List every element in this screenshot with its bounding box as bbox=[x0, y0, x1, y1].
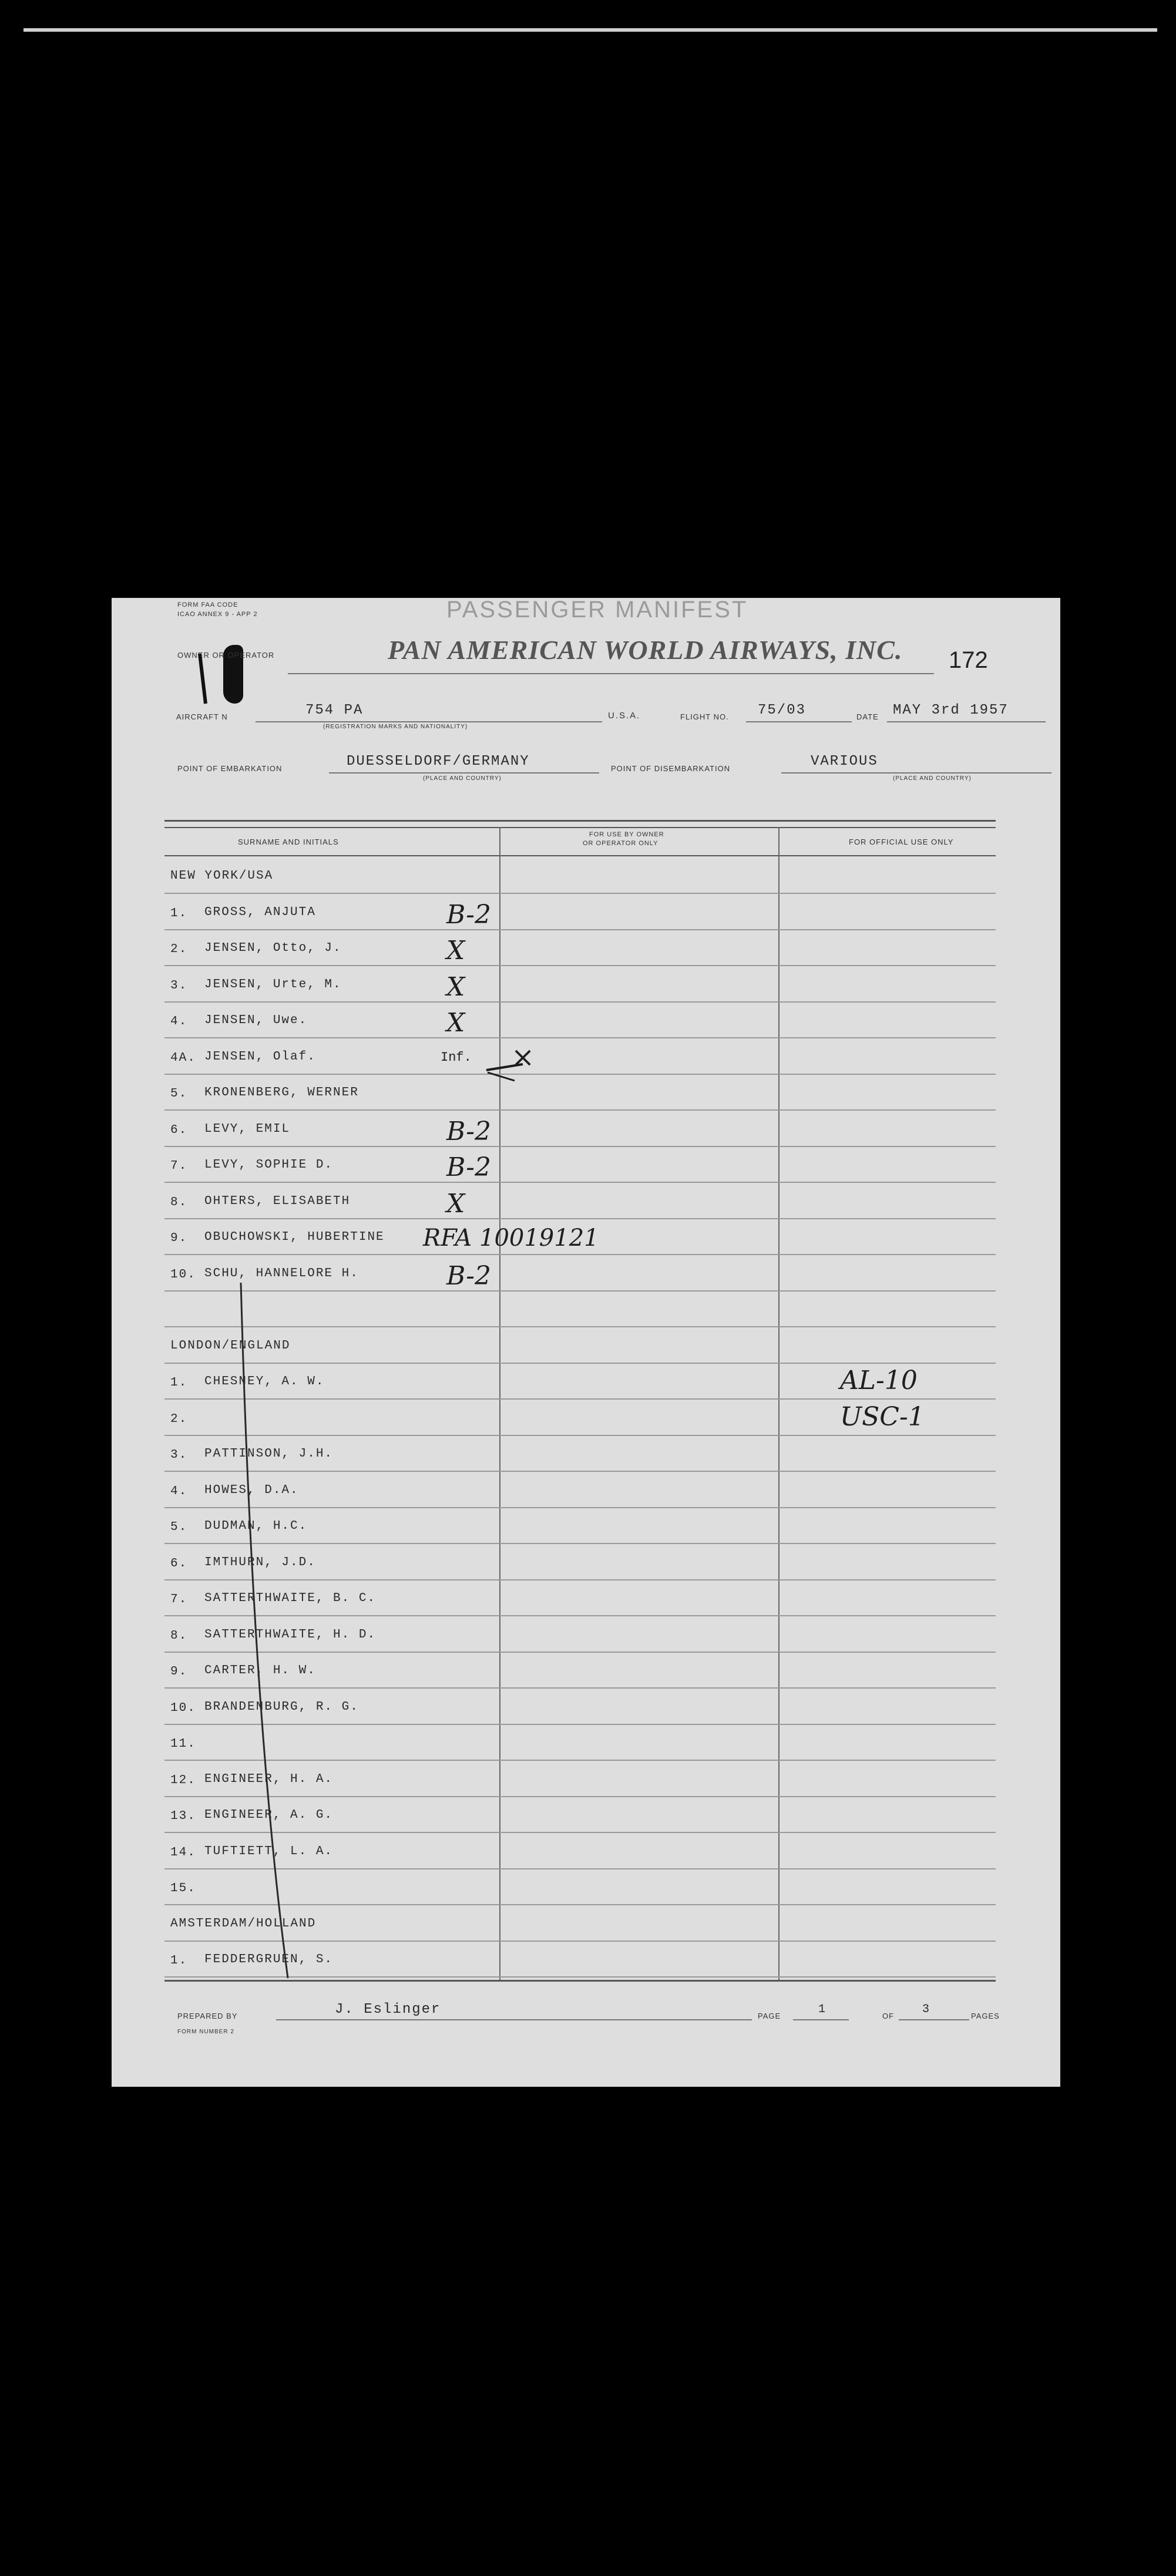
passenger-name: ENGINEER, A. G. bbox=[204, 1808, 334, 1822]
official-mark: USC-1 bbox=[840, 1401, 925, 1432]
passenger-name: JENSEN, Urte, M. bbox=[204, 977, 342, 991]
passenger-name: JENSEN, Otto, J. bbox=[204, 941, 342, 955]
passenger-name: NEW YORK/USA bbox=[170, 869, 274, 883]
pen-stroke-kronenberg-2 bbox=[488, 1072, 515, 1081]
passenger-name: OHTERS, ELISABETH bbox=[204, 1194, 351, 1208]
aircraft-label: AIRCRAFT N bbox=[176, 712, 228, 721]
row-number: 2. bbox=[170, 943, 188, 956]
row-number: 11. bbox=[170, 1737, 196, 1751]
owner-mark: Inf. bbox=[441, 1050, 472, 1065]
form-code-line1: FORM FAA CODE bbox=[177, 601, 238, 608]
embarkation-sub: (PLACE AND COUNTRY) bbox=[423, 775, 502, 782]
row-number: 8. bbox=[170, 1629, 188, 1643]
of-value: 3 bbox=[922, 2003, 931, 2016]
row-number: 4. bbox=[170, 1484, 188, 1498]
flight-label: FLIGHT NO. bbox=[680, 712, 729, 721]
row-number: 2. bbox=[170, 1412, 188, 1426]
passenger-name: AMSTERDAM/HOLLAND bbox=[170, 1916, 317, 1931]
col-header-owner-2: OR OPERATOR ONLY bbox=[583, 840, 658, 847]
page-underline bbox=[793, 2019, 849, 2020]
embarkation-value: DUESSELDORF/GERMANY bbox=[347, 754, 530, 769]
col-header-official: FOR OFFICIAL USE ONLY bbox=[849, 838, 954, 846]
page-number: 172 bbox=[949, 647, 988, 673]
row-number: 4A. bbox=[170, 1051, 196, 1065]
row-number: 3. bbox=[170, 978, 188, 993]
row-number: 1. bbox=[170, 906, 188, 920]
owner-mark: X bbox=[446, 936, 465, 966]
handwriting-overlay bbox=[112, 598, 1060, 2087]
passenger-name: LEVY, SOPHIE D. bbox=[204, 1158, 334, 1172]
page-value: 1 bbox=[818, 2003, 827, 2016]
row-number: 4. bbox=[170, 1015, 188, 1028]
prepared-underline bbox=[276, 2019, 752, 2020]
passenger-name: KRONENBERG, WERNER bbox=[204, 1086, 359, 1099]
pen-stroke-top bbox=[200, 654, 206, 704]
passenger-name: PATTINSON, J.H. bbox=[204, 1447, 334, 1461]
passenger-name: FEDDERGRUEN, S. bbox=[204, 1953, 334, 1966]
row-number: 6. bbox=[170, 1556, 188, 1571]
row-number: 1. bbox=[170, 1376, 188, 1390]
passenger-name: BRANDENBURG, R. G. bbox=[204, 1700, 359, 1714]
pages-label: PAGES bbox=[971, 2012, 1000, 2020]
passenger-name: OBUCHOWSKI, HUBERTINE bbox=[204, 1230, 385, 1244]
form-number: FORM NUMBER 2 bbox=[177, 2029, 234, 2035]
owner-mark: B-2 bbox=[446, 899, 492, 930]
passenger-name: TUFTIETT, L. A. bbox=[204, 1844, 334, 1858]
row-number: 13. bbox=[170, 1810, 196, 1823]
row-number: 12. bbox=[170, 1773, 196, 1787]
row-number: 7. bbox=[170, 1593, 188, 1606]
pen-stroke-kronenberg bbox=[486, 1064, 523, 1070]
date-label: DATE bbox=[856, 712, 879, 721]
passenger-name: ENGINEER, H. A. bbox=[204, 1772, 334, 1786]
row-number: 9. bbox=[170, 1665, 188, 1679]
disembarkation-label: POINT OF DISEMBARKATION bbox=[611, 764, 731, 773]
official-mark: AL-10 bbox=[840, 1366, 918, 1395]
passenger-name: SATTERTHWAITE, B. C. bbox=[204, 1592, 377, 1605]
passenger-name: GROSS, ANJUTA bbox=[204, 905, 316, 919]
passenger-name: CHESNEY, A. W. bbox=[204, 1375, 325, 1388]
passenger-name: CARTER, H. W. bbox=[204, 1664, 316, 1677]
prepared-value: J. Eslinger bbox=[335, 2002, 441, 2017]
col-header-owner-1: FOR USE BY OWNER bbox=[589, 831, 664, 838]
passenger-name: HOWES, D.A. bbox=[204, 1483, 299, 1497]
row-number: 10. bbox=[170, 1701, 196, 1715]
owner-value: PAN AMERICAN WORLD AIRWAYS, INC. bbox=[388, 635, 903, 665]
disembarkation-value: VARIOUS bbox=[811, 754, 878, 769]
row-number: 5. bbox=[170, 1087, 188, 1101]
passenger-name: LONDON/ENGLAND bbox=[170, 1339, 291, 1353]
passenger-name: SCHU, HANNELORE H. bbox=[204, 1266, 359, 1280]
scan-border-line bbox=[23, 28, 1157, 32]
passenger-name: JENSEN, Uwe. bbox=[204, 1014, 308, 1027]
row-number: 15. bbox=[170, 1882, 196, 1895]
passenger-name: DUDMAN, H.C. bbox=[204, 1519, 308, 1533]
row-number: 10. bbox=[170, 1267, 196, 1282]
of-label: OF bbox=[882, 2012, 895, 2020]
x-mark-icon: × bbox=[511, 1040, 535, 1074]
row-number: 1. bbox=[170, 1954, 188, 1968]
pen-stroke-left-margin bbox=[241, 1283, 288, 1978]
owner-mark: RFA 10019121 bbox=[423, 1225, 599, 1252]
owner-label: OWNER OR OPERATOR bbox=[177, 651, 275, 660]
manifest-page bbox=[112, 598, 1060, 2087]
owner-mark: X bbox=[446, 971, 465, 1002]
row-number: 5. bbox=[170, 1521, 188, 1534]
form-code-line2: ICAO ANNEX 9 - APP 2 bbox=[177, 611, 258, 618]
row-number: 9. bbox=[170, 1232, 188, 1245]
row-number: 3. bbox=[170, 1448, 188, 1462]
col-header-name: SURNAME AND INITIALS bbox=[238, 838, 339, 846]
row-number: 14. bbox=[170, 1845, 196, 1859]
flight-value: 75/03 bbox=[758, 702, 807, 718]
owner-mark: X bbox=[446, 1008, 465, 1038]
passenger-name: JENSEN, Olaf. bbox=[204, 1050, 316, 1064]
owner-mark: B-2 bbox=[446, 1116, 492, 1146]
aircraft-sub: (REGISTRATION MARKS AND NATIONALITY) bbox=[323, 724, 468, 730]
owner-mark: B-2 bbox=[446, 1260, 492, 1291]
page-label: PAGE bbox=[758, 2012, 781, 2020]
passenger-name: LEVY, EMIL bbox=[204, 1122, 291, 1136]
prepared-label: PREPARED BY bbox=[177, 2012, 238, 2020]
row-number: 7. bbox=[170, 1159, 188, 1173]
passenger-name: IMTHURN, J.D. bbox=[204, 1555, 316, 1569]
of-underline bbox=[899, 2019, 969, 2020]
date-value: MAY 3rd 1957 bbox=[893, 702, 1009, 718]
embarkation-label: POINT OF EMBARKATION bbox=[177, 764, 283, 773]
usa-label: U.S.A. bbox=[608, 711, 641, 721]
row-number: 8. bbox=[170, 1195, 188, 1209]
page-title: PASSENGER MANIFEST bbox=[446, 597, 748, 623]
passenger-name: SATTERTHWAITE, H. D. bbox=[204, 1627, 377, 1642]
aircraft-value: 754 PA bbox=[305, 702, 364, 718]
row-number: 6. bbox=[170, 1123, 188, 1137]
owner-mark: X bbox=[446, 1188, 465, 1219]
owner-mark: B-2 bbox=[446, 1152, 492, 1182]
disembarkation-sub: (PLACE AND COUNTRY) bbox=[893, 775, 972, 782]
